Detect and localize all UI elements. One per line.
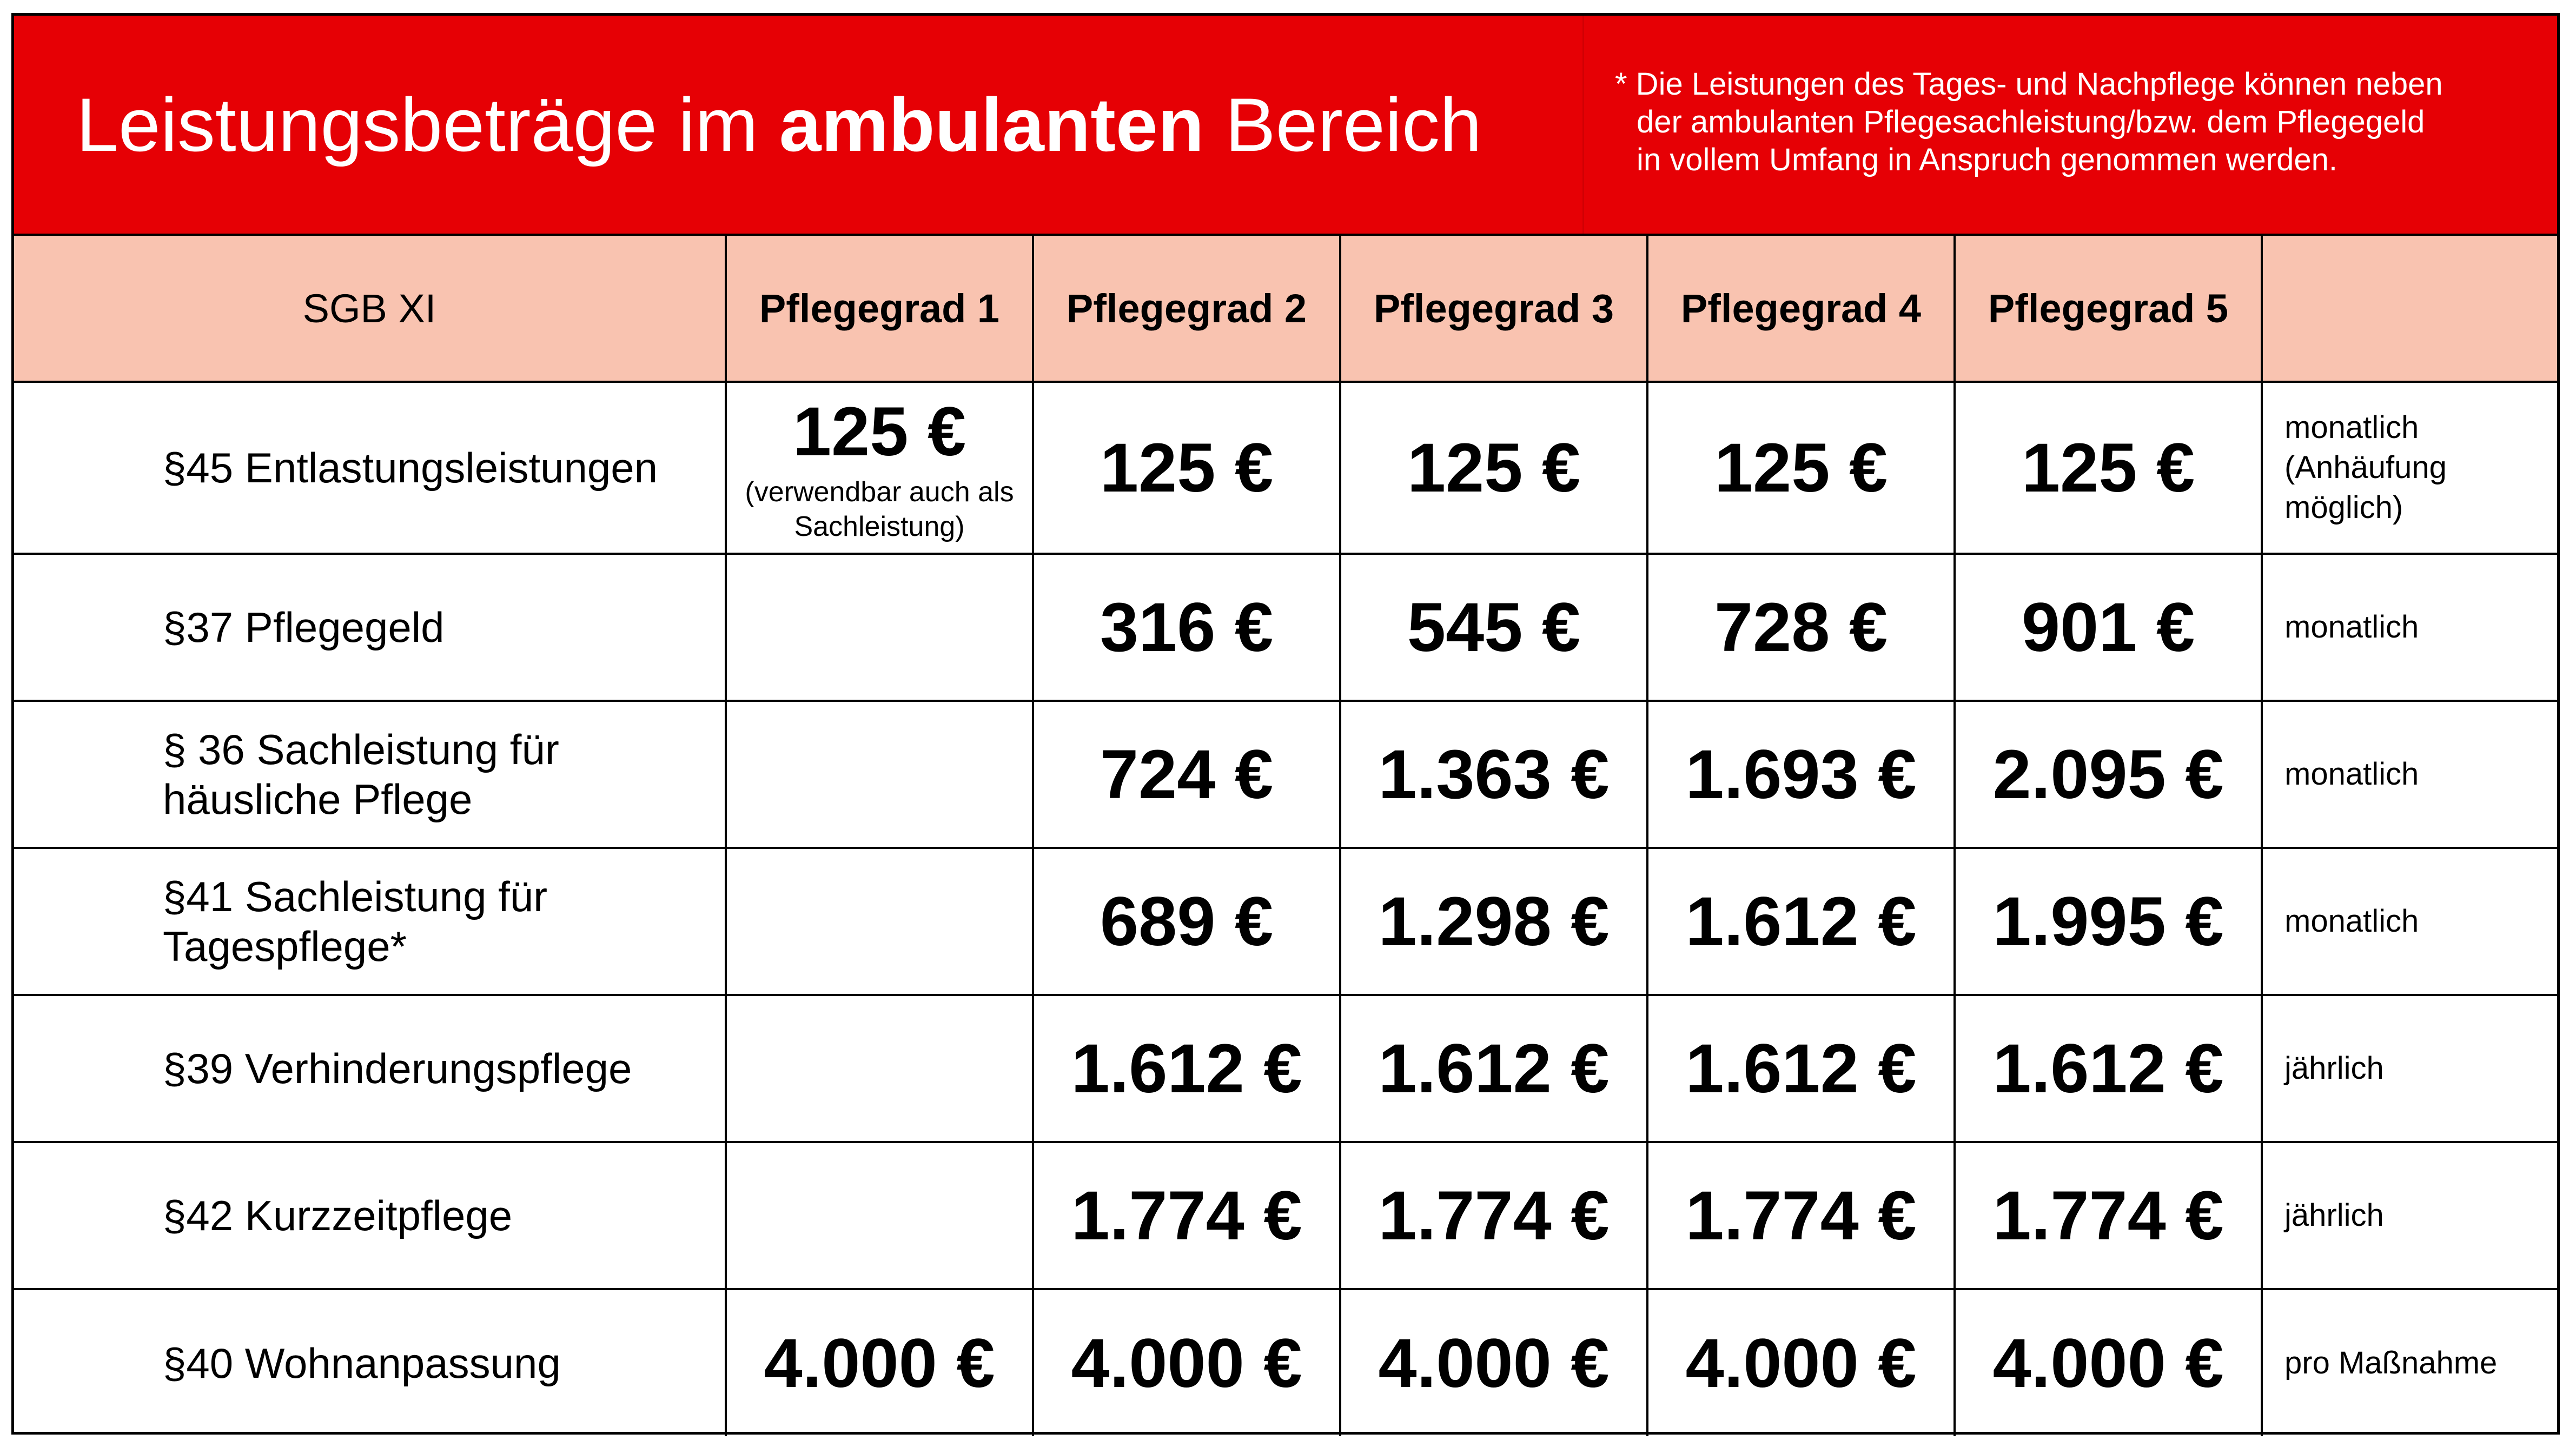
row-label: §37 Pflegegeld (14, 554, 726, 701)
cell-pflegegrad-3: 1.774 € (1340, 1142, 1647, 1289)
header-title-area (14, 16, 1582, 234)
page-title (76, 16, 1482, 234)
cell-unit: monatlich (Anhäufung möglich) (2262, 382, 2557, 554)
row-label: §40 Wohnanpassung (14, 1289, 726, 1436)
cell-pflegegrad-2: 1.612 € (1033, 995, 1340, 1142)
row-label: §42 Kurzzeitpflege (14, 1142, 726, 1289)
cell-pflegegrad-1 (726, 701, 1033, 848)
cell-pflegegrad-4: 1.693 € (1647, 701, 1955, 848)
cell-pflegegrad-3: 125 € (1340, 382, 1647, 554)
row-label: §41 Sachleistung für Tagespflege* (14, 848, 726, 995)
row-label: §45 Entlastungsleistungen (14, 382, 726, 554)
column-header-pflegegrad-4: Pflegegrad 4 (1647, 235, 1955, 382)
cell-pflegegrad-5: 125 € (1955, 382, 2262, 554)
cell-pflegegrad-5: 1.612 € (1955, 995, 2262, 1142)
title-emphasis: ambulanten (779, 82, 1204, 167)
cell-pflegegrad-3: 4.000 € (1340, 1289, 1647, 1436)
cell-pflegegrad-4: 1.612 € (1647, 848, 1955, 995)
row-label: §39 Verhinderungspflege (14, 995, 726, 1142)
cell-pflegegrad-5: 2.095 € (1955, 701, 2262, 848)
footnote-line-1: * Die Leistungen des Tages- und Nachpflege können neben (1615, 67, 2443, 102)
table-row (14, 995, 2557, 1142)
cell-pflegegrad-1: 4.000 € (726, 1289, 1033, 1436)
cell-pflegegrad-4: 728 € (1647, 554, 1955, 701)
footnote-line-3: in vollem Umfang in Anspruch genommen werden. (1637, 142, 2337, 177)
cell-pflegegrad-3: 1.363 € (1340, 701, 1647, 848)
column-header-pflegegrad-5: Pflegegrad 5 (1955, 235, 2262, 382)
column-header-pflegegrad-1: Pflegegrad 1 (726, 235, 1033, 382)
title-suffix: Bereich (1204, 82, 1482, 167)
cell-pflegegrad-1 (726, 995, 1033, 1142)
cell-pflegegrad-2: 4.000 € (1033, 1289, 1340, 1436)
cell-pflegegrad-1 (726, 848, 1033, 995)
cell-unit: jährlich (2262, 1142, 2557, 1289)
cell-unit: monatlich (2262, 554, 2557, 701)
benefits-table (14, 234, 2557, 1436)
cell-pflegegrad-5: 4.000 € (1955, 1289, 2262, 1436)
table-row (14, 382, 2557, 554)
cell-pflegegrad-3: 1.298 € (1340, 848, 1647, 995)
cell-note: (verwendbar auch als Sachleistung) (745, 476, 1014, 542)
cell-pflegegrad-2: 316 € (1033, 554, 1340, 701)
column-header-sgb: SGB XI (14, 235, 726, 382)
cell-pflegegrad-4: 1.612 € (1647, 995, 1955, 1142)
table-row (14, 1142, 2557, 1289)
cell-pflegegrad-3: 545 € (1340, 554, 1647, 701)
cell-pflegegrad-1 (726, 1142, 1033, 1289)
benefits-table-frame (11, 13, 2560, 1435)
cell-pflegegrad-3: 1.612 € (1340, 995, 1647, 1142)
table-row (14, 701, 2557, 848)
row-label: § 36 Sachleistung für häusliche Pflege (14, 701, 726, 848)
cell-pflegegrad-2: 125 € (1033, 382, 1340, 554)
cell-pflegegrad-5: 1.774 € (1955, 1142, 2262, 1289)
table-row (14, 848, 2557, 995)
cell-pflegegrad-5: 1.995 € (1955, 848, 2262, 995)
footnote-line-2: der ambulanten Pflegesachleistung/bzw. dem Pflegegeld (1637, 104, 2425, 140)
cell-pflegegrad-2: 689 € (1033, 848, 1340, 995)
cell-unit: jährlich (2262, 995, 2557, 1142)
header-divider (1582, 16, 1584, 234)
cell-amount: 125 € (792, 393, 966, 470)
cell-unit: monatlich (2262, 848, 2557, 995)
cell-pflegegrad-2: 724 € (1033, 701, 1340, 848)
cell-unit: monatlich (2262, 701, 2557, 848)
cell-pflegegrad-2: 1.774 € (1033, 1142, 1340, 1289)
column-header-unit (2262, 235, 2557, 382)
table-row (14, 554, 2557, 701)
cell-pflegegrad-1 (726, 382, 1033, 554)
header-banner (14, 16, 2557, 236)
column-header-pflegegrad-2: Pflegegrad 2 (1033, 235, 1340, 382)
cell-pflegegrad-4: 125 € (1647, 382, 1955, 554)
cell-pflegegrad-5: 901 € (1955, 554, 2262, 701)
cell-pflegegrad-1 (726, 554, 1033, 701)
column-header-pflegegrad-3: Pflegegrad 3 (1340, 235, 1647, 382)
cell-pflegegrad-4: 4.000 € (1647, 1289, 1955, 1436)
table-row (14, 1289, 2557, 1436)
cell-unit: pro Maßnahme (2262, 1289, 2557, 1436)
title-prefix: Leistungsbeträge im (76, 82, 779, 167)
cell-pflegegrad-4: 1.774 € (1647, 1142, 1955, 1289)
footnote (1615, 65, 2545, 179)
table-header-row (14, 235, 2557, 382)
